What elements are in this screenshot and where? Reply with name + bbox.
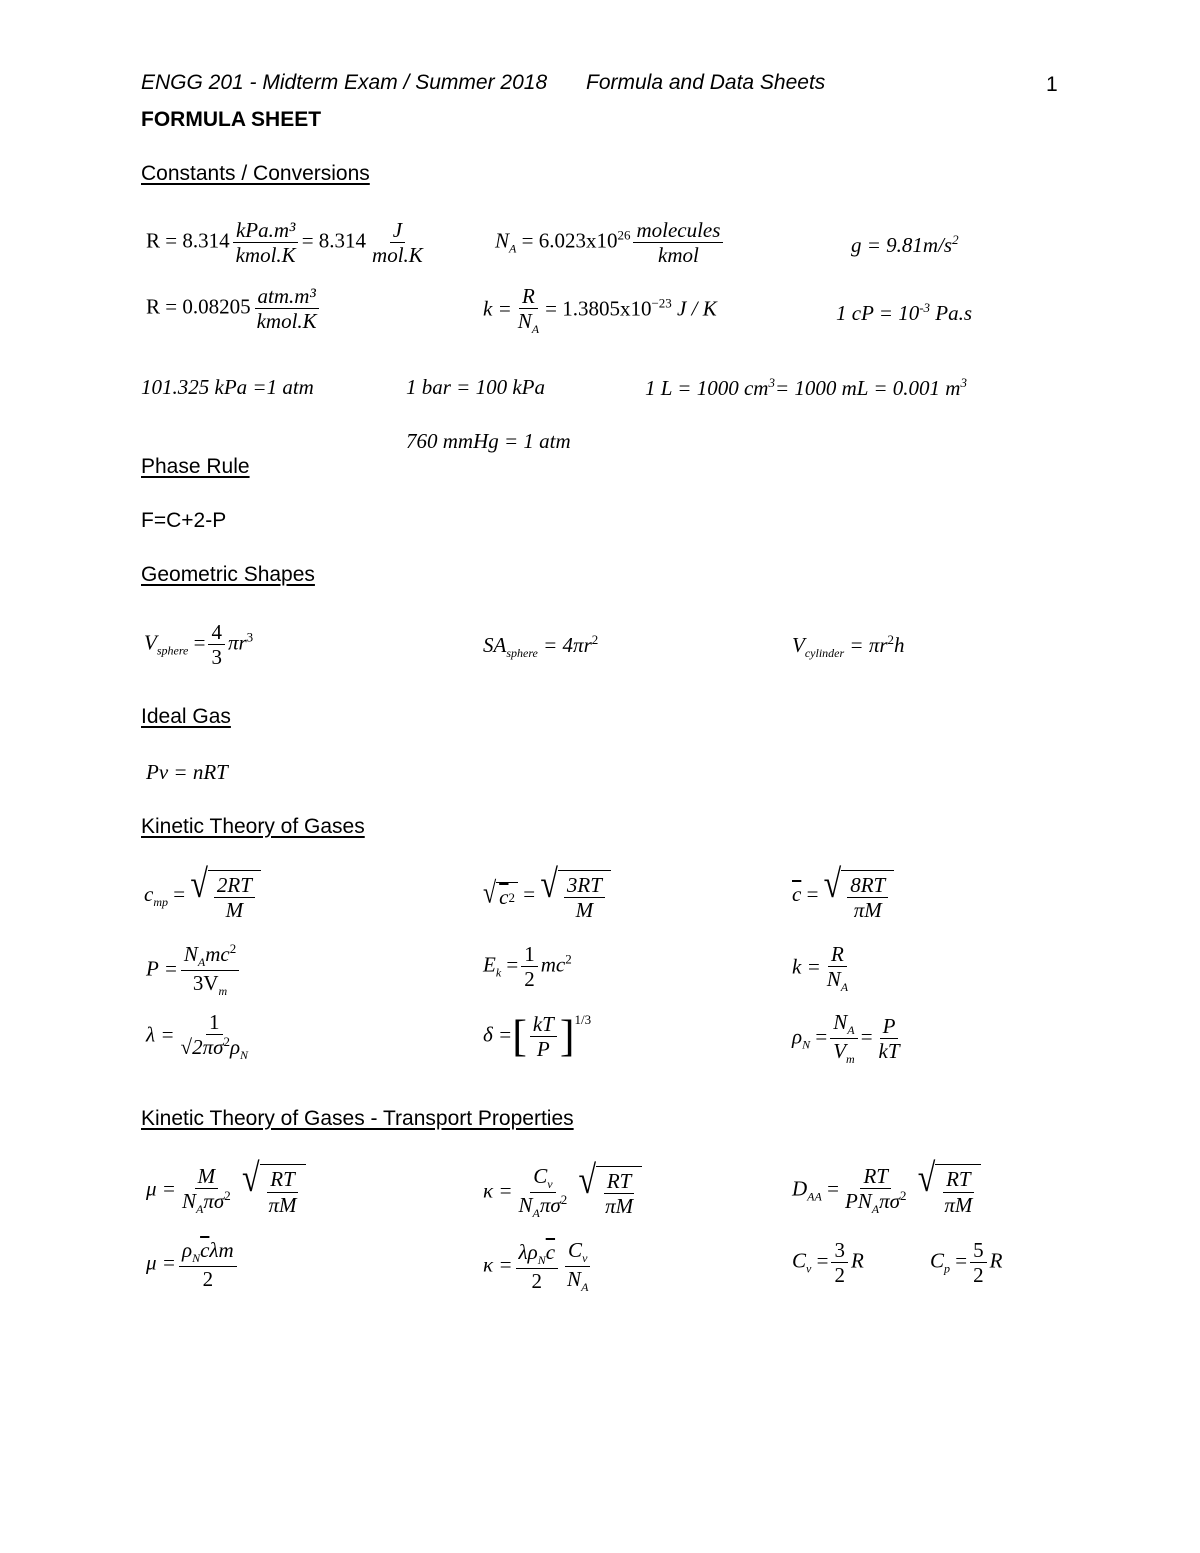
eq-kinetic-energy: $E_k$ = $\frac{1}{2}$ $mc^2$ xyxy=(483,942,572,992)
eq-gas-constant-1: R = 8.314 $\frac{\text{kPa.m³}}{\text{kmol.K}}$ = 8.314 $\frac{J}{\text{mol.K}}$ xyxy=(146,218,423,268)
eq-viscosity: μ = $\frac{M}{N_A\pi\sigma^2}$ √ $\frac{RT}{\pi M}$ xyxy=(146,1164,306,1217)
eq-ideal-gas: Pv = nRT xyxy=(146,760,228,784)
eq-sphere-volume: $V_{sphere}$ = $\frac{4}{3}$ $\pi r^3$ xyxy=(144,620,254,670)
eq-mmhg: 760 mmHg = 1 atm xyxy=(406,429,571,453)
section-transport-properties: Kinetic Theory of Gases - Transport Properties xyxy=(141,1107,574,1130)
eq-bar-kpa: 1 bar = 100 kPa xyxy=(406,375,545,399)
section-kinetic-theory: Kinetic Theory of Gases xyxy=(141,815,365,838)
page-title: FORMULA SHEET xyxy=(141,108,322,131)
eq-boltzmann: k = $\frac{R}{N_A}$ = $1.3805x10^{-23}$ J / K xyxy=(483,284,717,337)
section-constants: Constants / Conversions xyxy=(141,162,370,185)
header-subtitle: Formula and Data Sheets xyxy=(586,71,826,94)
eq-viscosity-alt: μ = $\frac{\rho_N\overline{c}\lambda m}{2}$ xyxy=(146,1238,240,1291)
section-geometric-shapes: Geometric Shapes xyxy=(141,563,315,586)
eq-thermal-conductivity: κ = $\frac{C_v}{N_A\pi\sigma^2}$ √ $\frac{RT}{\pi M}$ xyxy=(483,1164,642,1221)
eq-gas-constant-2: R = 0.08205 $\frac{\text{atm.m³}}{\text{kmol.K}}$ xyxy=(146,284,323,333)
eq-mean-free-path: λ = $\frac{1}{√2\pi\sigma^2\rho_N}$ xyxy=(146,1010,249,1063)
eq-molecular-spacing: δ =[ $\frac{kT}{P}$ ]$^{1/3}$ xyxy=(483,1011,592,1062)
section-ideal-gas: Ideal Gas xyxy=(141,705,231,728)
eq-liter: 1 L = 1000 $cm^3= 1000$ mL = 0.001 $m^3$ xyxy=(645,375,967,400)
eq-atm-kpa: 101.325 kPa =1 atm xyxy=(141,375,314,399)
eq-self-diffusion: $D_{AA}$ = $\frac{RT}{PN_A\pi\sigma^2}$ √ $\frac{RT}{\pi M}$ xyxy=(792,1164,981,1217)
eq-sphere-area: $SA_{sphere} = 4\pi r^2$ xyxy=(483,632,599,661)
eq-number-density: $\rho_N$ = $\frac{N_A}{V_m}$ = $\frac{P}{kT}$ xyxy=(792,1010,900,1067)
eq-boltzmann-ratio: k = $\frac{R}{N_A}$ xyxy=(792,942,849,995)
eq-mean-speed: $\overline{c}$ = √ $\frac{8RT}{\pi M}$ xyxy=(792,870,894,922)
eq-rms-speed: √ c 2 = √ $\frac{3RT}{M}$ xyxy=(483,870,611,922)
eq-phase-rule: F=C+2-P xyxy=(141,509,227,532)
page-number: 1 xyxy=(1046,73,1058,96)
header-course: ENGG 201 - Midterm Exam / Summer 2018 xyxy=(141,71,548,94)
eq-cylinder-volume: $V_{cylinder} = \pi r^2h$ xyxy=(792,632,905,661)
eq-avogadro: $N_A = 6.023x10^{26}$ $\frac{\text{molecules}}{\text{kmol}}$ xyxy=(495,218,726,267)
eq-gravity: $g = 9.81m/s^2$ xyxy=(851,232,959,257)
eq-kinetic-pressure: P = $\frac{N_Amc^2}{3V_m}$ xyxy=(146,942,242,999)
section-phase-rule: Phase Rule xyxy=(141,455,250,478)
eq-centipoise: 1 cP = $10^{-3}$ Pa.s xyxy=(836,300,973,325)
eq-conductivity-alt: κ = $\frac{\lambda\rho_N\overline{c}}{2}$ $\frac{C_v}{N_A}$ xyxy=(483,1238,589,1295)
eq-most-probable-speed: $c_{mp}$ = √ $\frac{2RT}{M}$ xyxy=(144,870,261,922)
eq-heat-capacity-p: $C_p$ = $\frac{5}{2}$ R xyxy=(930,1238,1003,1288)
eq-heat-capacity-v: $C_v$ = $\frac{3}{2}$ R xyxy=(792,1238,864,1288)
